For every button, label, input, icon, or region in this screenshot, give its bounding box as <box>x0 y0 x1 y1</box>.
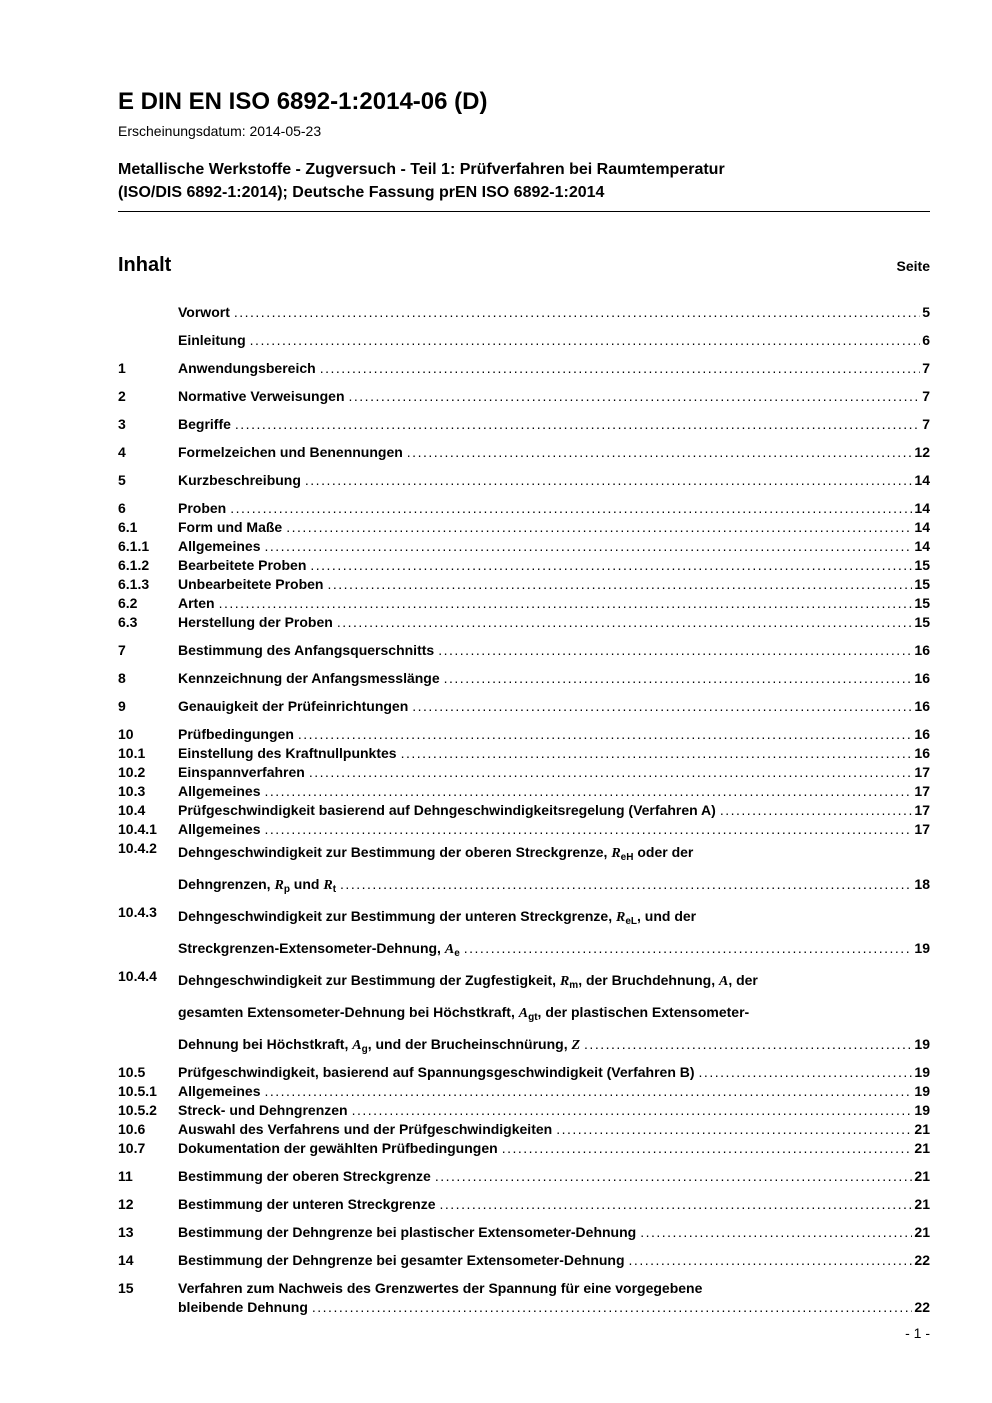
math-symbol: A <box>352 1038 362 1053</box>
toc-entry-number <box>118 303 178 322</box>
toc-entry-page: 12 <box>914 444 930 460</box>
toc-entry-page: 15 <box>914 557 930 573</box>
toc-entry-title: bleibende Dehnung <box>178 1299 308 1315</box>
toc-entry-number: 10.4.2 <box>118 840 157 856</box>
toc-entry-number: 6.3 <box>118 614 138 630</box>
toc-entry-number: 8 <box>118 670 126 686</box>
toc-entry <box>118 1223 930 1242</box>
toc-entry-page: 19 <box>914 940 930 956</box>
math-subscript: t <box>332 884 337 895</box>
toc-entry-title: Bestimmung der Dehngrenze bei gesamter Extensometer-Dehnung <box>178 1252 625 1268</box>
math-subscript: gt <box>528 1012 538 1023</box>
toc-entry-title: Vorwort <box>178 304 230 320</box>
toc-entry-line <box>178 967 930 999</box>
toc-entry-title: gesamten Extensometer-Dehnung bei Höchstkraft, $A_{gt}$, der plastischen Extensometer- <box>178 1004 750 1023</box>
toc-entry-line <box>178 415 930 434</box>
toc-entry-number: 10.4.4 <box>118 968 157 984</box>
toc-entry <box>118 518 930 537</box>
toc-entry <box>118 575 930 594</box>
toc-entry-number: 10.6 <box>118 1121 146 1137</box>
toc-entry-title: Normative Verweisungen <box>178 388 345 404</box>
math-symbol: A <box>718 974 729 989</box>
toc-entry-title: Prüfgeschwindigkeit, basierend auf Spannungsgeschwindigkeit (Verfahren B) <box>178 1064 695 1080</box>
toc-entry-number: 10.7 <box>118 1140 146 1156</box>
toc-entry <box>118 387 930 406</box>
toc-entry-page: 16 <box>914 670 930 686</box>
dot-leader <box>310 556 912 575</box>
toc-entry-line <box>178 1251 930 1270</box>
dot-leader <box>438 641 912 660</box>
document-subtitle <box>118 158 930 212</box>
toc-entry-line <box>178 594 930 613</box>
toc-entry <box>118 669 930 688</box>
toc-entry-page: 19 <box>914 1064 930 1080</box>
toc-entry-line <box>178 387 930 406</box>
toc-entry-title: Dokumentation der gewählten Prüfbedingungen <box>178 1140 498 1156</box>
math-subscript: g <box>361 1044 368 1055</box>
dot-leader <box>264 537 912 556</box>
toc-entry-line <box>178 801 930 820</box>
toc-entry-page: 21 <box>914 1224 930 1240</box>
toc-entry-line <box>178 499 930 518</box>
toc-entry <box>118 903 930 967</box>
toc-heading: Inhalt <box>118 254 172 276</box>
dot-leader <box>264 1082 912 1101</box>
toc-entry-title: Streckgrenzen-Extensometer-Dehnung, $A_e$ <box>178 940 460 959</box>
toc-entry <box>118 744 930 763</box>
dot-leader <box>250 331 921 350</box>
toc-entry <box>118 331 930 350</box>
toc-entry-number: 3 <box>118 416 126 432</box>
toc-entry-number: 6.2 <box>118 595 138 611</box>
toc-entry <box>118 556 930 575</box>
toc-entry <box>118 820 930 839</box>
toc-entry-line <box>178 871 930 903</box>
toc-entry-page: 16 <box>914 745 930 761</box>
toc-entry-page: 6 <box>922 332 930 348</box>
toc-entry-number: 10.4.1 <box>118 821 157 837</box>
toc-entry-page: 14 <box>914 472 930 488</box>
toc-entry <box>118 1279 930 1317</box>
toc-entry <box>118 613 930 632</box>
toc-entry-title: Auswahl des Verfahrens und der Prüfgeschwindigkeiten <box>178 1121 553 1137</box>
toc-entry-title: Einstellung des Kraftnullpunktes <box>178 745 397 761</box>
toc-entry-line <box>178 669 930 688</box>
toc-entry-line <box>178 763 930 782</box>
toc-entry-number: 11 <box>118 1168 133 1184</box>
dot-leader <box>407 443 913 462</box>
toc-entry-title: Kennzeichnung der Anfangsmesslänge <box>178 670 440 686</box>
toc-entry-line <box>178 575 930 594</box>
math-symbol: R <box>559 974 570 989</box>
dot-leader <box>435 1167 913 1186</box>
toc-entry-title: Dehngrenzen, $R_p$ und $R_t$ <box>178 876 337 895</box>
toc-entry-page: 22 <box>914 1299 930 1315</box>
toc-entry-line <box>178 1279 930 1298</box>
footer-page-number: - 1 - <box>905 1325 930 1341</box>
toc-entry-line <box>178 1298 930 1317</box>
toc-entry-number: 10.4 <box>118 802 146 818</box>
toc-entry <box>118 499 930 518</box>
toc-entry <box>118 697 930 716</box>
dot-leader <box>444 669 913 688</box>
toc-entry-page: 21 <box>914 1140 930 1156</box>
toc-entry-title: Proben <box>178 500 227 516</box>
toc-entry-page: 5 <box>922 304 930 320</box>
toc-entry-title: Dehngeschwindigkeit zur Bestimmung der Zugfestigkeit, $R_m$, der Bruchdehnung, A, der <box>178 972 758 991</box>
toc-entry <box>118 443 930 462</box>
math-symbol: Z <box>571 1038 581 1053</box>
toc-entry <box>118 594 930 613</box>
toc-entry <box>118 471 930 490</box>
toc-entry-line <box>178 1101 930 1120</box>
toc-entry-page: 21 <box>914 1196 930 1212</box>
dot-leader <box>234 303 920 322</box>
toc-entry <box>118 1195 930 1214</box>
dot-leader <box>264 782 912 801</box>
toc-entry-line <box>178 903 930 935</box>
toc-entry-number: 10 <box>118 726 134 742</box>
toc-entry-page: 17 <box>914 764 930 780</box>
toc-entry-page: 16 <box>914 726 930 742</box>
toc-entry <box>118 967 930 1063</box>
dot-leader <box>327 575 912 594</box>
toc-entry-number: 9 <box>118 698 126 714</box>
toc-entry-line <box>178 1195 930 1214</box>
toc-entry-number: 6.1.1 <box>118 538 150 554</box>
math-symbol: R <box>323 878 333 893</box>
toc-entry <box>118 415 930 434</box>
toc-entry-title: Allgemeines <box>178 783 261 799</box>
toc-entry <box>118 782 930 801</box>
toc-entry-page: 14 <box>914 500 930 516</box>
toc-entry-page: 7 <box>922 360 930 376</box>
toc-list <box>118 303 930 1317</box>
toc-entry-title: Bestimmung der oberen Streckgrenze <box>178 1168 431 1184</box>
math-subscript: m <box>569 980 579 991</box>
toc-entry-page: 22 <box>914 1252 930 1268</box>
math-subscript: e <box>454 948 460 959</box>
toc-entry <box>118 1251 930 1270</box>
document-subtitle-line1: Metallische Werkstoffe - Zugversuch - Teil 1: Prüfverfahren bei Raumtemperatur <box>118 161 725 178</box>
math-subscript: eH <box>620 852 634 863</box>
toc-entry-page: 17 <box>914 821 930 837</box>
toc-entry-title: Dehnung bei Höchstkraft, $A_g$, und der Brucheinschnürung, Z <box>178 1036 581 1055</box>
page-column-label: Seite <box>896 258 930 274</box>
math-symbol: A <box>444 942 455 957</box>
toc-entry <box>118 1101 930 1120</box>
math-subscript: eL <box>625 916 637 927</box>
toc-entry <box>118 1082 930 1101</box>
dot-leader <box>464 935 913 961</box>
toc-entry-line <box>178 518 930 537</box>
toc-entry-title: Begriffe <box>178 416 231 432</box>
toc-entry-title: Herstellung der Proben <box>178 614 333 630</box>
dot-leader <box>502 1139 913 1158</box>
toc-entry-page: 17 <box>914 783 930 799</box>
toc-entry-number: 10.4.3 <box>118 904 157 920</box>
toc-entry-title: Formelzeichen und Benennungen <box>178 444 403 460</box>
toc-entry-line <box>178 744 930 763</box>
toc-entry-line <box>178 1031 930 1063</box>
toc-entry-line <box>178 1223 930 1242</box>
toc-entry <box>118 303 930 322</box>
toc-entry-page: 17 <box>914 802 930 818</box>
toc-entry <box>118 359 930 378</box>
dot-leader <box>556 1120 912 1139</box>
toc-entry-title: Prüfbedingungen <box>178 726 294 742</box>
toc-entry-number: 10.5 <box>118 1064 146 1080</box>
toc-entry-title: Allgemeines <box>178 1083 261 1099</box>
toc-entry-page: 21 <box>914 1121 930 1137</box>
toc-entry-title: Bestimmung der Dehngrenze bei plastischer Extensometer-Dehnung <box>178 1224 637 1240</box>
toc-entry-title: Prüfgeschwindigkeit basierend auf Dehngeschwindigkeitsregelung (Verfahren A) <box>178 802 716 818</box>
dot-leader <box>412 697 912 716</box>
toc-entry-number: 6.1.3 <box>118 576 150 592</box>
toc-entry-page: 15 <box>914 595 930 611</box>
toc-entry-line <box>178 935 930 967</box>
dot-leader <box>352 1101 913 1120</box>
dot-leader <box>312 1298 913 1317</box>
toc-entry-line <box>178 1082 930 1101</box>
toc-entry-number: 10.1 <box>118 745 146 761</box>
toc-entry-page: 19 <box>914 1083 930 1099</box>
toc-entry <box>118 1139 930 1158</box>
toc-entry-page: 19 <box>914 1036 930 1052</box>
toc-entry-title: Bestimmung der unteren Streckgrenze <box>178 1196 436 1212</box>
math-symbol: R <box>615 910 626 925</box>
dot-leader <box>305 471 913 490</box>
toc-entry-title: Verfahren zum Nachweis des Grenzwertes der Spannung für eine vorgegebene <box>178 1280 703 1296</box>
toc-entry-number: 12 <box>118 1196 134 1212</box>
math-subscript: p <box>283 884 290 895</box>
toc-entry-page: 18 <box>914 876 930 892</box>
dot-leader <box>629 1251 913 1270</box>
toc-entry-number: 13 <box>118 1224 134 1240</box>
toc-entry-page: 16 <box>914 642 930 658</box>
toc-entry-number: 7 <box>118 642 126 658</box>
toc-entry-title: Form und Maße <box>178 519 283 535</box>
toc-entry-number: 6.1 <box>118 519 138 535</box>
toc-entry-title: Anwendungsbereich <box>178 360 316 376</box>
toc-entry-number: 4 <box>118 444 126 460</box>
toc-entry-line <box>178 1063 930 1082</box>
math-symbol: A <box>518 1006 529 1021</box>
page-title: E DIN EN ISO 6892-1:2014-06 (D) <box>118 88 488 115</box>
dot-leader <box>401 744 913 763</box>
toc-entry-line <box>178 1139 930 1158</box>
toc-entry-title: Arten <box>178 595 215 611</box>
toc-entry-line <box>178 1167 930 1186</box>
toc-entry-line <box>178 471 930 490</box>
publication-date: Erscheinungsdatum: 2014-05-23 <box>118 123 322 139</box>
toc-entry-line <box>178 537 930 556</box>
toc-entry-title: Streck- und Dehngrenzen <box>178 1102 348 1118</box>
toc-entry-title: Kurzbeschreibung <box>178 472 301 488</box>
toc-entry-number: 10.5.2 <box>118 1102 157 1118</box>
toc-entry-line <box>178 613 930 632</box>
toc-entry-title: Dehngeschwindigkeit zur Bestimmung der oberen Streckgrenze, $R_{eH}$ oder der <box>178 844 694 863</box>
toc-entry <box>118 1120 930 1139</box>
toc-entry <box>118 537 930 556</box>
toc-entry-line <box>178 820 930 839</box>
dot-leader <box>699 1063 913 1082</box>
toc-entry-title: Dehngeschwindigkeit zur Bestimmung der unteren Streckgrenze, $R_{eL}$, und der <box>178 908 697 927</box>
toc-entry-number: 1 <box>118 360 126 376</box>
toc-entry-line <box>178 641 930 660</box>
dot-leader <box>340 871 912 897</box>
toc-entry-page: 19 <box>914 1102 930 1118</box>
toc-entry-number: 5 <box>118 472 126 488</box>
toc-entry-number: 15 <box>118 1280 134 1296</box>
dot-leader <box>440 1195 913 1214</box>
toc-entry-line <box>178 1120 930 1139</box>
dot-leader <box>235 415 920 434</box>
dot-leader <box>349 387 921 406</box>
dot-leader <box>298 725 913 744</box>
toc-entry-number: 10.3 <box>118 783 146 799</box>
toc-entry <box>118 725 930 744</box>
dot-leader <box>337 613 913 632</box>
toc-entry-line <box>178 839 930 871</box>
toc-entry-page: 14 <box>914 519 930 535</box>
toc-entry-page: 7 <box>922 388 930 404</box>
toc-entry-title: Einleitung <box>178 332 246 348</box>
toc-entry-number: 6 <box>118 500 126 516</box>
document-subtitle-line2: (ISO/DIS 6892-1:2014); Deutsche Fassung prEN ISO 6892-1:2014 <box>118 184 605 201</box>
toc-entry <box>118 763 930 782</box>
toc-entry <box>118 1167 930 1186</box>
toc-entry-title: Bestimmung des Anfangsquerschnitts <box>178 642 435 658</box>
toc-entry-page: 7 <box>922 416 930 432</box>
toc-entry-page: 21 <box>914 1168 930 1184</box>
toc-entry <box>118 641 930 660</box>
toc-entry-line <box>178 697 930 716</box>
toc-header <box>118 254 930 277</box>
dot-leader <box>320 359 921 378</box>
dot-leader <box>720 801 913 820</box>
dot-leader <box>640 1223 912 1242</box>
toc-entry-number: 2 <box>118 388 126 404</box>
toc-entry-title: Genauigkeit der Prüfeinrichtungen <box>178 698 409 714</box>
toc-entry-line <box>178 443 930 462</box>
dot-leader <box>230 499 912 518</box>
toc-entry-title: Bearbeitete Proben <box>178 557 307 573</box>
math-symbol: R <box>611 846 621 861</box>
toc-entry-line <box>178 556 930 575</box>
toc-entry-page: 14 <box>914 538 930 554</box>
dot-leader <box>219 594 913 613</box>
toc-entry-line <box>178 725 930 744</box>
toc-entry-number <box>118 331 178 350</box>
toc-entry-title: Allgemeines <box>178 538 261 554</box>
dot-leader <box>309 763 913 782</box>
toc-entry-number: 10.5.1 <box>118 1083 157 1099</box>
toc-entry-line <box>178 331 930 350</box>
dot-leader <box>264 820 912 839</box>
toc-entry-title: Allgemeines <box>178 821 261 837</box>
dot-leader <box>584 1031 912 1057</box>
toc-entry-line <box>178 782 930 801</box>
toc-entry-number: 14 <box>118 1252 134 1268</box>
toc-entry <box>118 1063 930 1082</box>
toc-entry-line <box>178 303 930 322</box>
toc-entry-page: 16 <box>914 698 930 714</box>
toc-entry-number: 10.2 <box>118 764 146 780</box>
dot-leader <box>286 518 912 537</box>
toc-entry-title: Unbearbeitete Proben <box>178 576 324 592</box>
toc-entry <box>118 839 930 903</box>
toc-entry-number: 6.1.2 <box>118 557 150 573</box>
toc-entry-line <box>178 999 930 1031</box>
toc-entry <box>118 801 930 820</box>
toc-entry-line <box>178 359 930 378</box>
toc-entry-title: Einspannverfahren <box>178 764 305 780</box>
toc-entry-page: 15 <box>914 614 930 630</box>
toc-entry-page: 15 <box>914 576 930 592</box>
math-symbol: R <box>274 878 284 893</box>
